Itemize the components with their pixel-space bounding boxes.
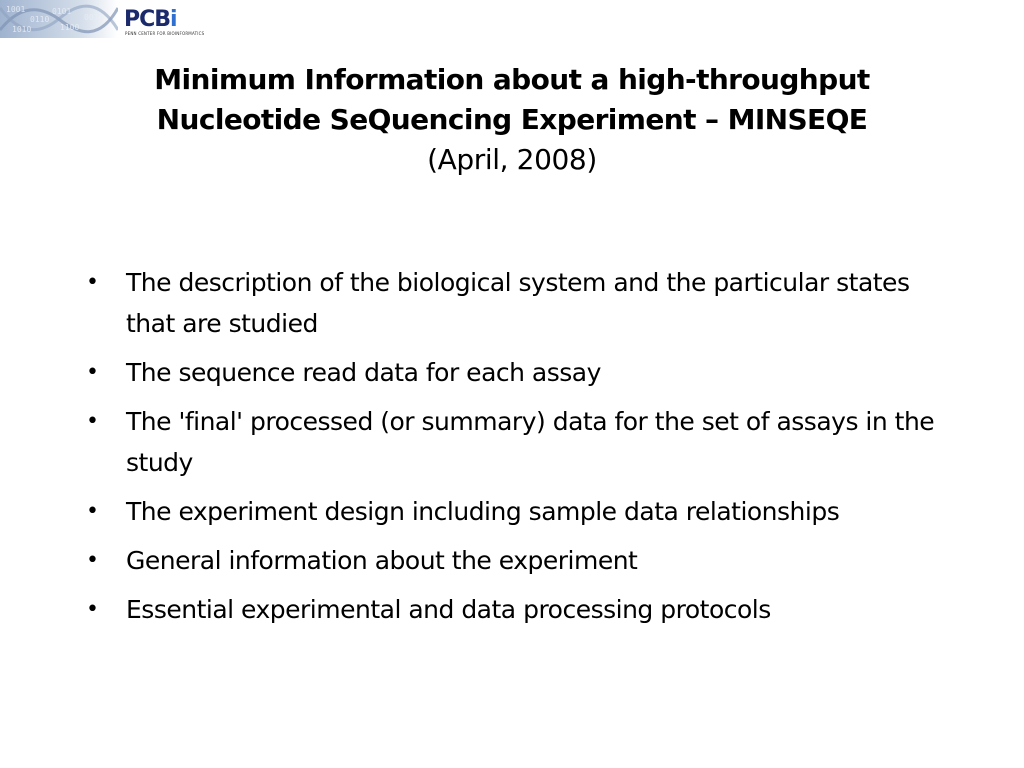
list-item-text: The 'final' processed (or summary) data for the set of assays in the study <box>126 407 935 477</box>
pcbi-logo <box>124 8 214 36</box>
bullet-icon: • <box>86 270 99 295</box>
title-line-1: Minimum Information about a high-throughput <box>154 63 870 96</box>
list-item-text: The sequence read data for each assay <box>126 358 601 387</box>
dna-digit: 0110 <box>30 15 50 24</box>
dna-helix-icon <box>0 0 118 38</box>
list-item <box>80 491 960 532</box>
title-date: (April, 2008) <box>427 143 597 176</box>
dna-digit: 0101 <box>52 7 72 16</box>
bullet-icon: • <box>86 548 99 573</box>
list-item-text: General information about the experiment <box>126 546 638 575</box>
logo-wordmark <box>124 8 177 32</box>
bullet-icon: • <box>86 499 99 524</box>
list-item <box>80 401 960 483</box>
title-line-2: Nucleotide SeQuencing Experiment – MINSEQE <box>156 103 868 136</box>
bullet-icon: • <box>86 409 99 434</box>
bullet-icon: • <box>86 597 99 622</box>
slide-title <box>60 60 964 180</box>
bullet-icon: • <box>86 360 99 385</box>
dna-digit: 1010 <box>12 25 32 34</box>
list-item <box>80 540 960 581</box>
list-item <box>80 352 960 393</box>
list-item-text: Essential experimental and data processing protocols <box>126 595 771 624</box>
list-item-text: The experiment design including sample data relationships <box>126 497 840 526</box>
list-item <box>80 262 960 344</box>
logo-subtitle: PENN CENTER FOR BIOINFORMATICS <box>125 31 205 36</box>
bullet-list <box>80 262 960 638</box>
logo-text-main: PCB <box>124 7 171 32</box>
dna-digit: 1001 <box>6 5 26 14</box>
dna-digit: 1100 <box>60 23 80 32</box>
dna-helix-graphic <box>0 0 118 38</box>
dna-digit: 0011 <box>84 13 104 22</box>
list-item-text: The description of the biological system and the particular states that are studied <box>126 268 910 338</box>
list-item <box>80 589 960 630</box>
logo-text-i: i <box>170 7 177 32</box>
slide-header <box>0 0 1024 40</box>
